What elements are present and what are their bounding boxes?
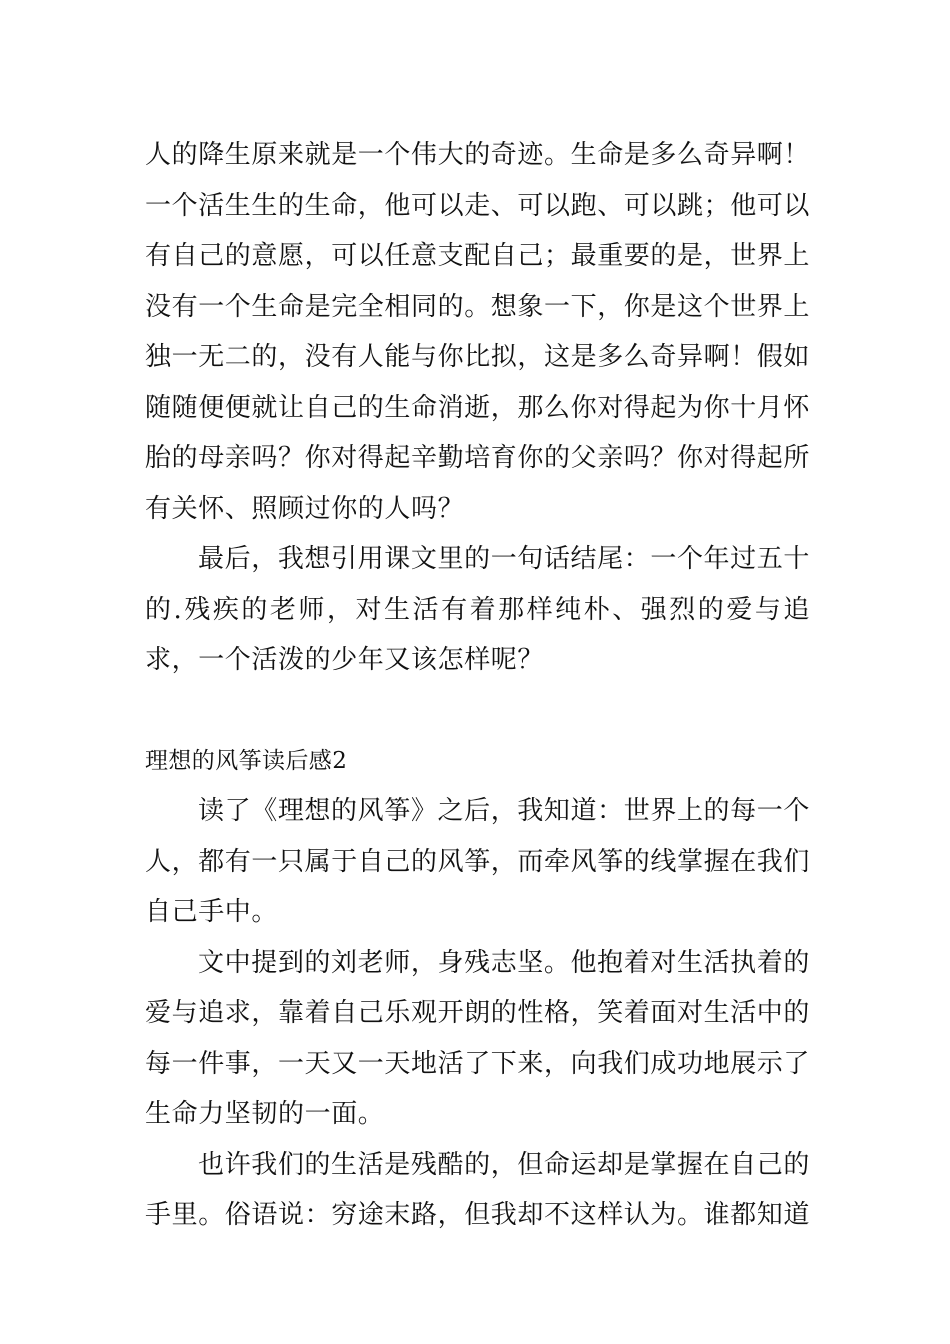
paragraph-teacher-liu: 文中提到的刘老师，身残志坚。他抱着对生活执着的爱与追求，靠着自己乐观开朗的性格，笑着面对生活中的每一件事，一天又一天地活了下来，向我们成功地展示了生命力坚韧的一面。 bbox=[145, 947, 811, 1129]
paragraph-life-miracle: 人的降生原来就是一个伟大的奇迹。生命是多么奇异啊！一个活生生的生命，他可以走、可以跑、可以跳；他可以有自己的意愿，可以任意支配自己；最重要的是，世界上没有一个生命是完全相同的。想象一下，你是这个世界上独一无二的，没有人能与你比拟，这是多么奇异啊！假如随随便便就让自己的生命消逝，那么你对得起为你十月怀胎的母亲吗？你对得起辛勤培育你的父亲吗？你对得起所有关怀、照顾过你的人吗？ bbox=[145, 140, 811, 524]
section-title: 理想的风筝读后感2 bbox=[145, 747, 348, 774]
paragraph-kite-intro: 读了《理想的风筝》之后，我知道：世界上的每一个人，都有一只属于自己的风筝，而牵风筝的线掌握在我们自己手中。 bbox=[145, 796, 811, 927]
paragraph-fate: 也许我们的生活是残酷的，但命运却是掌握在自己的手里。俗语说：穷途末路，但我却不这样认为。谁都知道 bbox=[145, 1149, 811, 1230]
document-body bbox=[145, 130, 810, 1241]
section-spacer bbox=[145, 686, 810, 736]
paragraph-conclusion: 最后，我想引用课文里的一句话结尾：一个年过五十的.残疾的老师，对生活有着那样纯朴、强烈的爱与追求，一个活泼的少年又该怎样呢？ bbox=[145, 544, 810, 675]
